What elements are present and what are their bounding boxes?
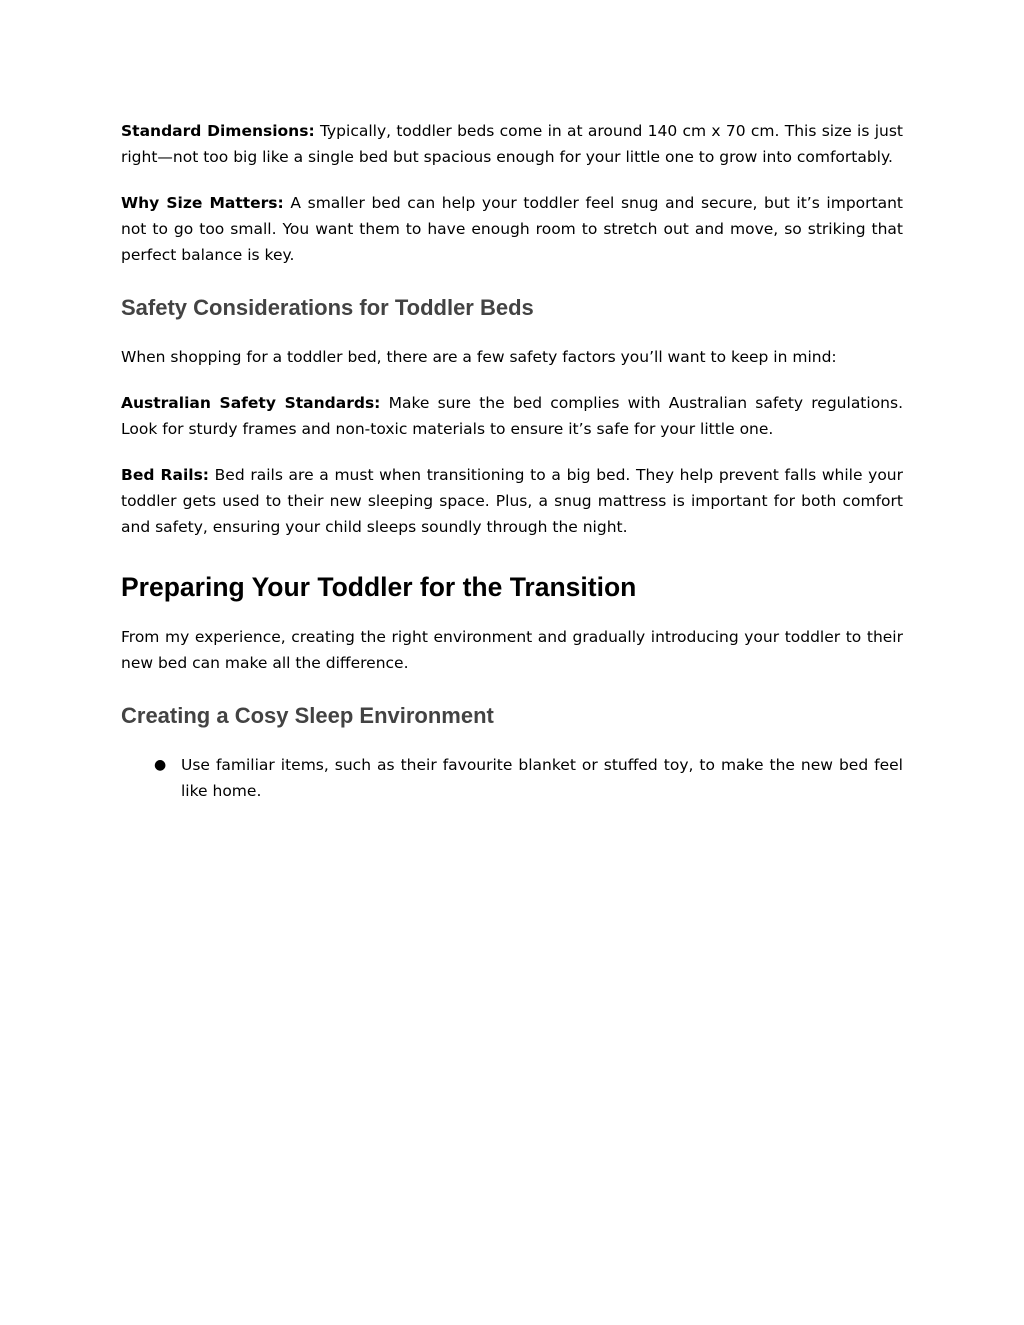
preparing-intro-paragraph: From my experience, creating the right environment and gradually introducing your toddler to their new bed can make all the difference. xyxy=(121,628,903,672)
australian-standards-label: Australian Safety Standards: xyxy=(121,394,381,412)
bullet-icon: ● xyxy=(154,757,167,773)
why-size-matters-label: Why Size Matters: xyxy=(121,194,284,212)
standard-dimensions-label: Standard Dimensions: xyxy=(121,122,315,140)
cosy-sleep-heading: Creating a Cosy Sleep Environment xyxy=(121,703,494,728)
why-size-matters-paragraph xyxy=(121,190,903,268)
list-item xyxy=(121,752,903,804)
standard-dimensions-paragraph xyxy=(121,118,903,170)
bed-rails-text: Bed rails are a must when transitioning to a big bed. They help prevent falls while your toddler gets used to their new sleeping space. Plus, a snug mattress is important for both comfort and safety, ensuring your child sleeps soundly through the night. xyxy=(121,466,903,536)
australian-standards-text: Make sure the bed complies with Australian safety regulations. Look for sturdy frames and non-toxic materials to ensure it’s safe for your little one. xyxy=(121,394,904,438)
why-size-matters-text: A smaller bed can help your toddler feel snug and secure, but it’s important not to go too small. You want them to have enough room to stretch out and move, so striking that perfect balance is key. xyxy=(121,194,904,264)
safety-intro-paragraph: When shopping for a toddler bed, there are a few safety factors you’ll want to keep in mind: xyxy=(121,348,837,366)
document-page xyxy=(121,118,903,804)
cosy-bullet-list xyxy=(121,752,903,804)
australian-standards-paragraph xyxy=(121,390,903,442)
preparing-toddler-heading: Preparing Your Toddler for the Transition xyxy=(121,572,637,602)
safety-considerations-heading: Safety Considerations for Toddler Beds xyxy=(121,295,534,320)
bullet-text: Use familiar items, such as their favourite blanket or stuffed toy, to make the new bed feel like home. xyxy=(181,756,903,800)
standard-dimensions-text: Typically, toddler beds come in at around 140 cm x 70 cm. This size is just right—not too big like a single bed but spacious enough for your little one to grow into comfortably. xyxy=(121,122,904,166)
bed-rails-label: Bed Rails: xyxy=(121,466,209,484)
bed-rails-paragraph xyxy=(121,462,903,540)
